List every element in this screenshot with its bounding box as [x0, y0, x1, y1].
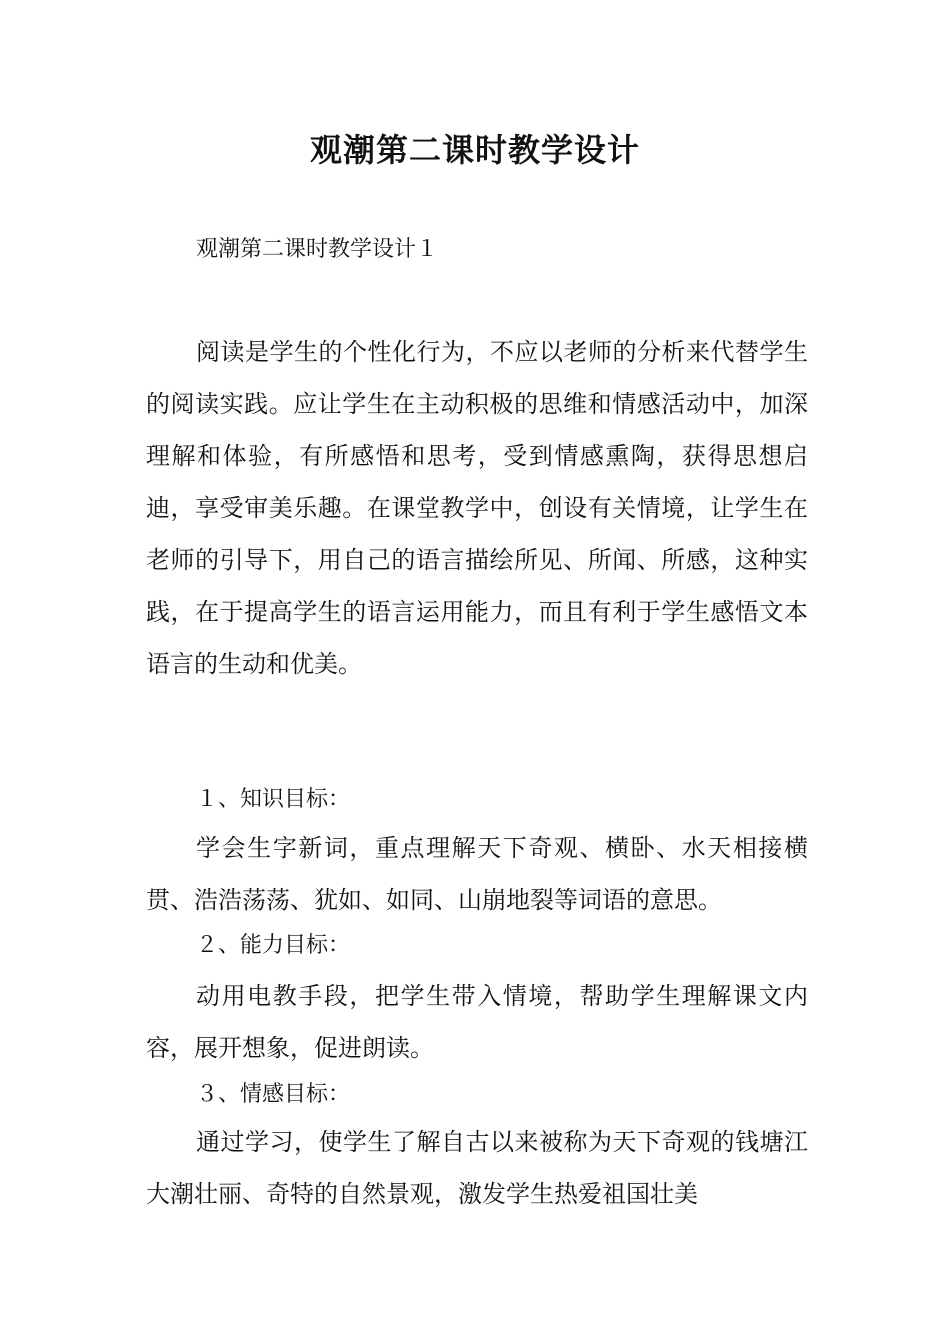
goal-text-knowledge: 学会生字新词，重点理解天下奇观、横卧、水天相接横贯、浩浩荡荡、犹如、如同、山崩地裂等词语的意思。	[146, 834, 808, 914]
goal-text-emotion: 通过学习，使学生了解自古以来被称为天下奇观的钱塘江大潮壮丽、奇特的自然景观，激发学生热爱祖国壮美	[146, 1128, 808, 1208]
goal-heading-knowledge: １、知识目标：	[196, 787, 351, 812]
document-subtitle: 观潮第二课时教学设计１	[196, 237, 439, 262]
goal-text-ability: 动用电教手段，把学生带入情境，帮助学生理解课文内容，展开想象，促进朗读。	[146, 982, 808, 1062]
document-title: 观潮第二课时教学设计	[309, 131, 640, 169]
goal-heading-ability: ２、能力目标：	[196, 933, 351, 958]
intro-paragraph: 阅读是学生的个性化行为，不应以老师的分析来代替学生的阅读实践。应让学生在主动积极的思维和情感活动中，加深理解和体验，有所感悟和思考，受到情感熏陶，获得思想启迪，享受审美乐趣。在课堂教学中，创设有关情境，让学生在老师的引导下，用自己的语言描绘所见、所闻、所感，这种实践，在于提高学生的语言运用能力，而且有利于学生感悟文本语言的生动和优美。	[146, 338, 808, 678]
goal-heading-emotion: ３、情感目标：	[196, 1082, 351, 1107]
